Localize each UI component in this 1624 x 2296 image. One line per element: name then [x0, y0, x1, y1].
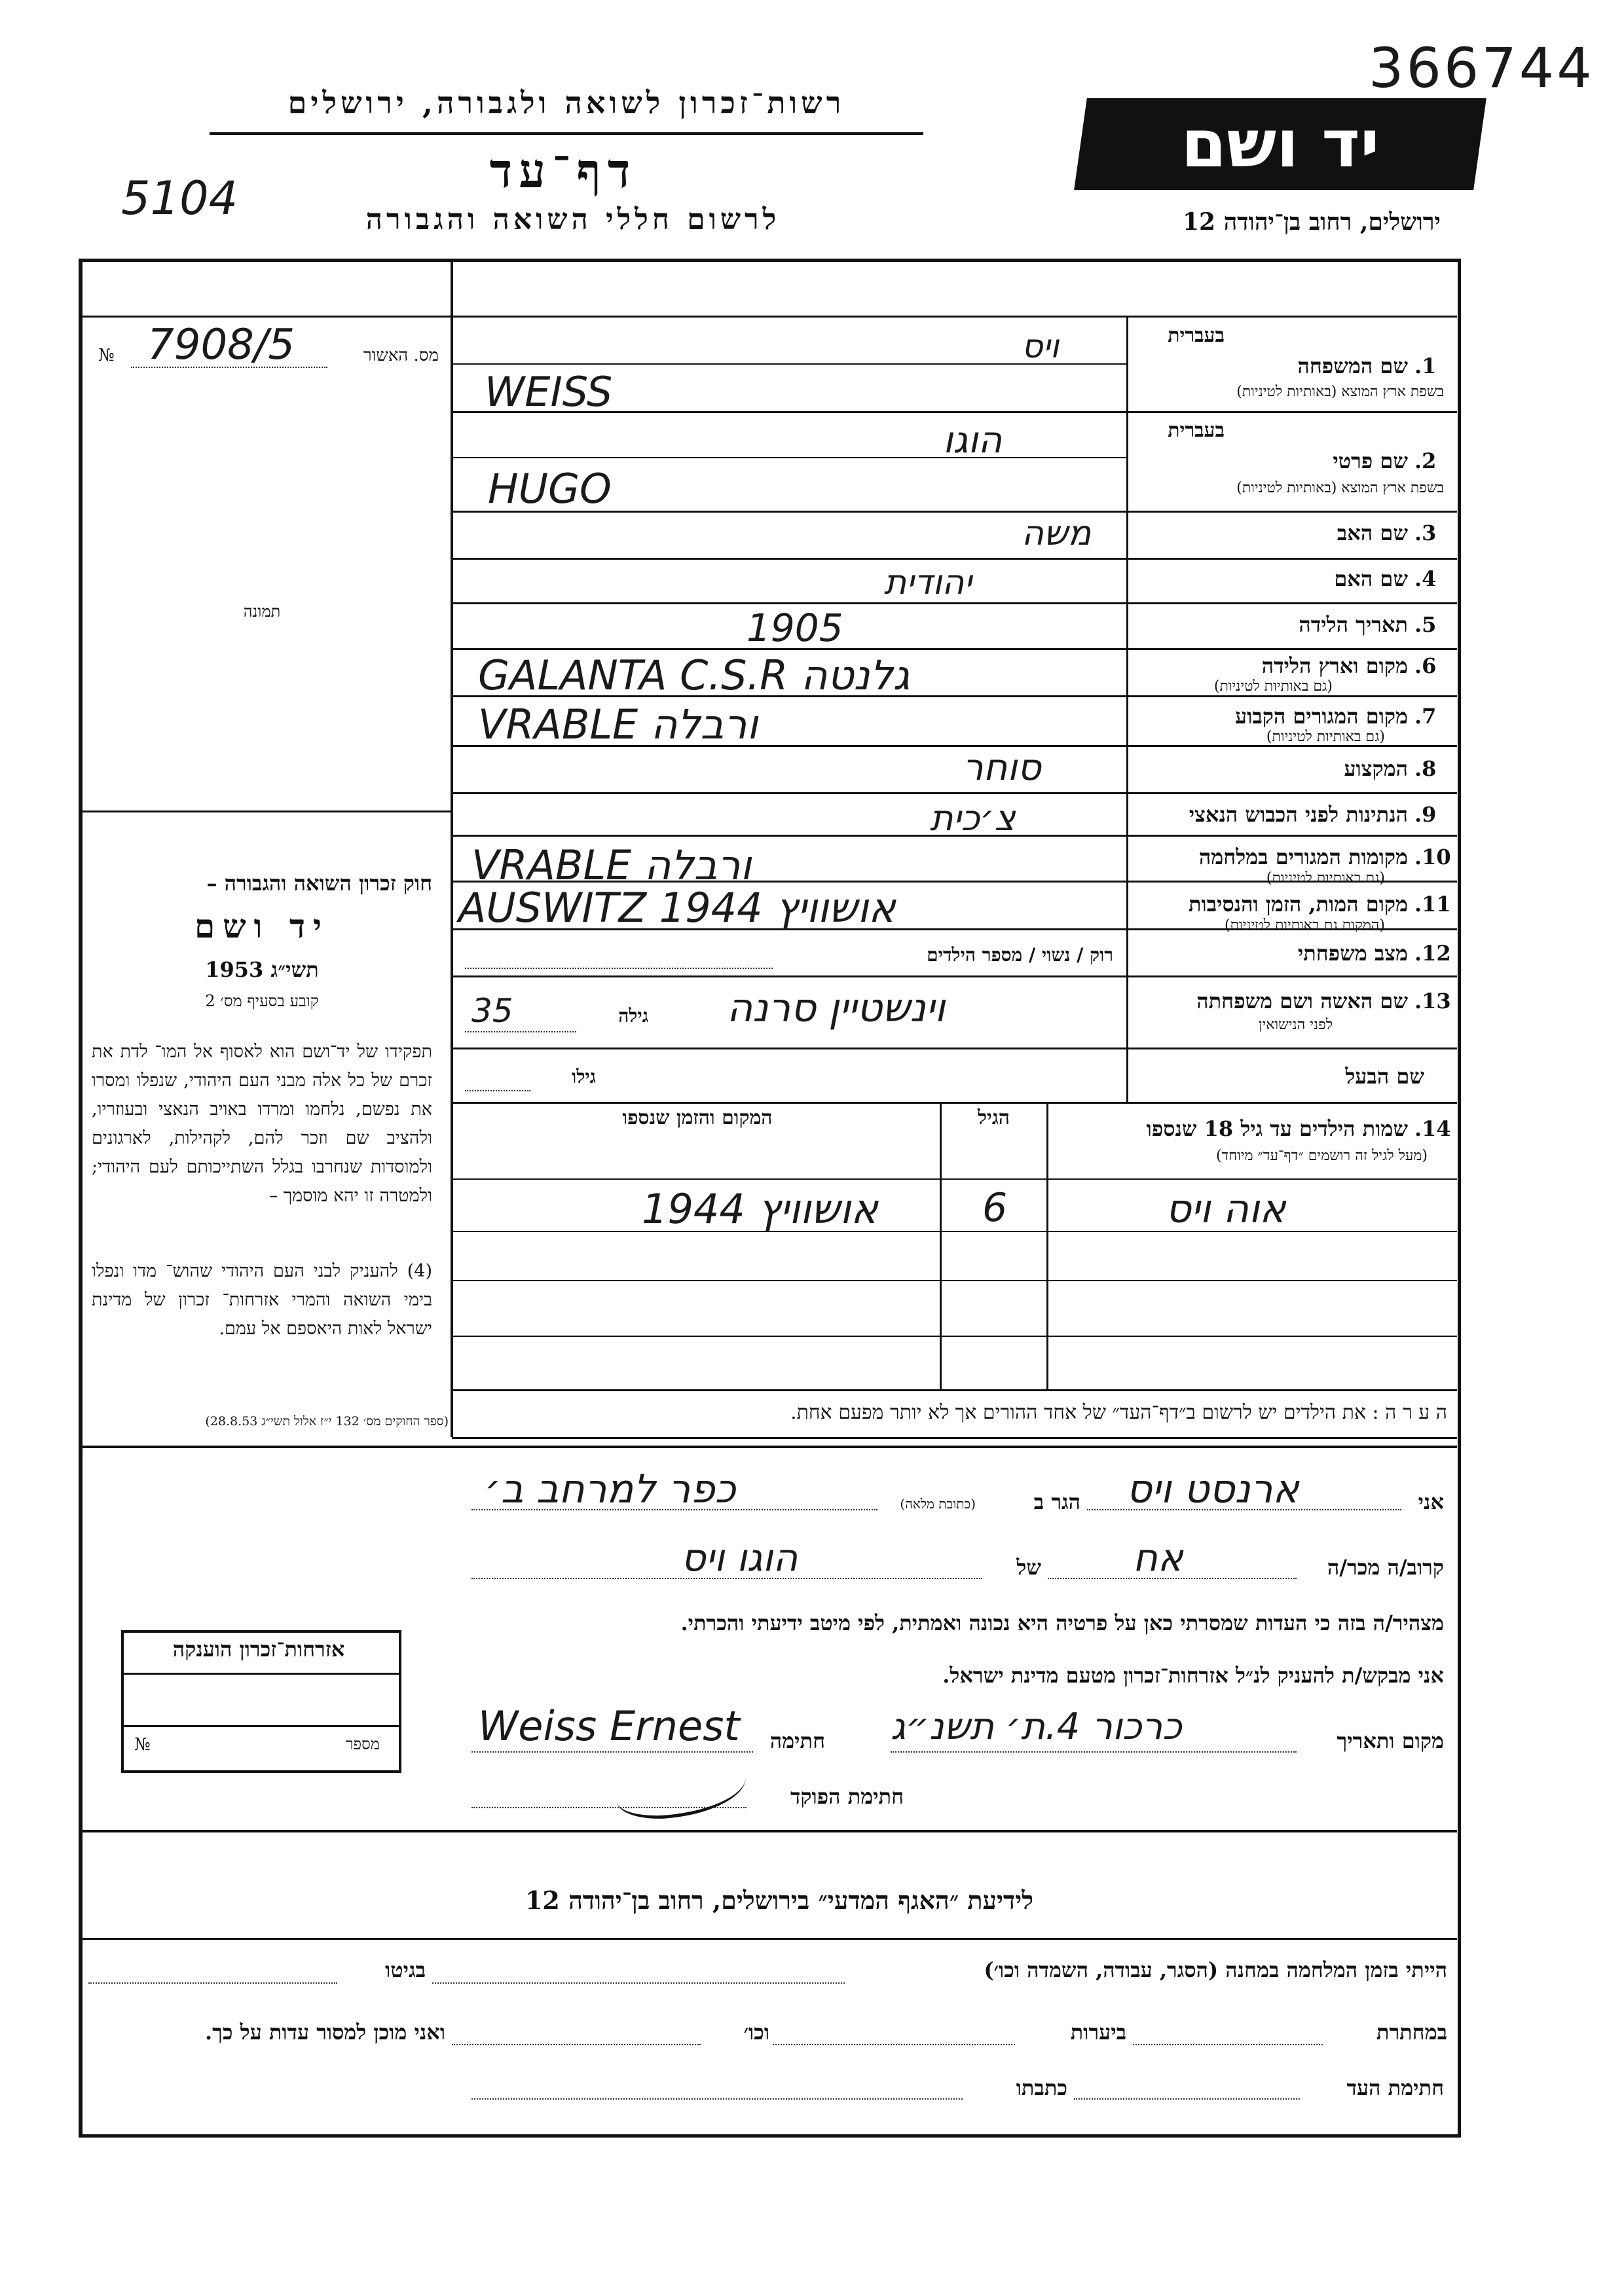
field-1-label: שם המשפחה [1297, 354, 1408, 378]
frame-top-rule [79, 316, 1457, 318]
of-label: של [1016, 1555, 1041, 1580]
footer-address-dots [471, 2098, 963, 2100]
field-14-label: שמות הילדים עד גיל 18 שנספו [1146, 1116, 1408, 1141]
row-line [452, 975, 1457, 977]
footer-address-label: כתבתו [1016, 2075, 1067, 2100]
field-1-number: 1. [1414, 354, 1437, 378]
field-12-dotted-line [465, 968, 773, 969]
row-line [452, 1102, 1457, 1104]
children-row-line [452, 1231, 1457, 1232]
field-10-number: 10. [1414, 845, 1451, 869]
field-4-value[interactable]: יהודית [884, 563, 972, 602]
relation-line [1048, 1578, 1297, 1579]
field-9-label: הנתינות לפני הכבוש הנאצי [1189, 802, 1408, 827]
footer-camp-line: הייתי בזמן המלחמה במחנה (הסגר, עבודה, השמדה וכו׳) [984, 1958, 1447, 1982]
clerk-signature-label: חתימת הפוקד [790, 1784, 904, 1809]
field-6-number: 6. [1414, 653, 1437, 678]
field-2-hebrew-tag: בעברית [1168, 419, 1225, 442]
authority-underline [210, 132, 923, 135]
field-8-label: המקצוע [1344, 756, 1408, 781]
field-14-sub: (מעל לגיל זה רושמים ״דף־עד״ מיוחד) [1215, 1148, 1428, 1164]
field-3-number: 3. [1414, 520, 1437, 545]
field-5-label: תאריך הלידה [1299, 612, 1408, 637]
field-3-label: שם האב [1337, 520, 1408, 545]
field-6-sub: (גם באותיות לטיניות) [1213, 678, 1333, 695]
col-age-header: הגיל [977, 1106, 1010, 1129]
logo-text: יד ושם [1181, 105, 1380, 182]
field-1-hebrew-value[interactable]: ויס [1022, 327, 1060, 365]
law-name: יד ושם [194, 907, 329, 945]
photo-label: תמונה [243, 602, 281, 621]
children-row-line [452, 1178, 1457, 1180]
footer-underground: במחתרת [1376, 2020, 1447, 2045]
citizenship-number-label: מספר [345, 1735, 380, 1753]
field-4-label: שם האם [1334, 566, 1408, 591]
field-1-latin-tag: בשפת ארץ המוצא (באותיות לטיניות) [1236, 384, 1444, 400]
field-14-number: 14. [1414, 1116, 1451, 1141]
field-12-options: רוק / נשוי / מספר הילדים [927, 944, 1113, 966]
field-2-hebrew-value[interactable]: הוגו [943, 419, 1003, 462]
place-date-line [891, 1751, 1297, 1753]
request-text: אני מבקש/ת להעניק לנ״ל אזרחות־זכרון מטעם מדינת ישראל. [942, 1663, 1444, 1688]
row-line [452, 1048, 1457, 1049]
declarant-ani: אני [1418, 1489, 1444, 1514]
citizenship-box-title: אזרחות־זכרון הוענקה [172, 1637, 345, 1662]
children-table-bottom [452, 1389, 1457, 1391]
footer-forests-dots [773, 2044, 1015, 2045]
row-line [452, 558, 1457, 560]
declarant-name-line [1087, 1509, 1401, 1510]
husband-label: שם הבעל [1345, 1064, 1424, 1089]
row-line [452, 792, 1457, 794]
footer-rule [79, 1938, 1457, 1940]
footer-ready: ואני מוכן למסור עדות על כך. [204, 2020, 445, 2045]
place-date-value[interactable]: כרכור 4.ת׳ תשנ״ג [891, 1705, 1182, 1748]
declarant-name[interactable]: ארנסט ויס [1126, 1467, 1299, 1512]
relation-value[interactable]: אח [1133, 1535, 1183, 1580]
law-citation: (ספר החוקים מס׳ 132 י״ז אלול תשי״ג 28.8.53) [205, 1414, 449, 1429]
yad-vashem-logo [1074, 98, 1486, 190]
wife-age-label: גילה [618, 1005, 648, 1027]
citizenship-box-rule [121, 1673, 399, 1675]
field-7-sub: (גם באותיות לטיניות) [1266, 729, 1385, 745]
approval-no-sign: № [98, 346, 115, 365]
footer-ghetto: בגיטו [385, 1958, 426, 1982]
child-1-place[interactable]: אושוויץ 1944 [642, 1185, 878, 1233]
field-9-number: 9. [1414, 802, 1437, 827]
wife-age-dotted-line [465, 1031, 576, 1032]
of-value[interactable]: הוגו ויס [681, 1535, 798, 1580]
address-hint: (כתובת מלאה) [900, 1496, 976, 1512]
field-12-number: 12. [1414, 941, 1451, 966]
row-line [452, 648, 1457, 650]
law-body: תפקידו של יד־ושם הוא לאסוף אל המו־ לדת את זכרם של כל אלה מבני העם היהודי, שנפלו ומסרו את נפשם, נלחמו ומרדו באויב הנאצי ובעוזריו, ולהציב שם וזכר להם, לקהילות, לארגונים ולמוסדות שנחרבו בגלל השתייכותם לעם היהודי; ולמטרה זו יהא מוסמך – [92, 1042, 432, 1206]
law-clause: קובע בסעיף מס׳ 2 [205, 992, 319, 1010]
law-item-4: (4) להעניק לבני העם היהודי שהוש־ מדו ונפלו בימי השואה והמרי אזרחות־ זכרון של מדינת ישראל לאות היאספם אל עמם. [92, 1261, 432, 1339]
field-7-label: מקום המגורים הקבוע [1235, 704, 1408, 729]
footer-ghetto-dots [88, 1982, 337, 1984]
institute-address: ירושלים, רחוב בן־יהודה 12 [1182, 208, 1441, 236]
authority-name: רשות־זכרון לשואה ולגבורה, ירושלים [287, 85, 845, 120]
child-1-name[interactable]: אוה ויס [1166, 1186, 1286, 1232]
field-10-value[interactable]: VRABLE ורבלה [471, 841, 752, 889]
col-place-header: המקום והזמן שנספו [622, 1106, 773, 1129]
field-2-number: 2. [1414, 448, 1437, 473]
law-title: חוק זכרון השואה והגבורה – [206, 871, 432, 896]
field-8-number: 8. [1414, 756, 1437, 781]
row-line [452, 602, 1457, 604]
declarant-address[interactable]: כפר למרחב ב׳ [485, 1467, 736, 1512]
footer-heading: לידיעת ״האגף המדעי״ בירושלים, רחוב בן־יהודה 12 [525, 1886, 1034, 1915]
of-line [471, 1578, 982, 1579]
field-7-number: 7. [1414, 704, 1437, 729]
field-2-label: שם פרטי [1333, 448, 1408, 473]
approval-dotted-line [131, 367, 327, 368]
field-11-value[interactable]: AUSWITZ 1944 אושוויץ [458, 884, 896, 932]
children-note: ה ע ר ה : את הילדים יש לרשום ב״דף־העד״ של אחד ההורים אך לא יותר מפעם אחת. [790, 1401, 1447, 1424]
field-13-label: שם האשה ושם משפחתה [1196, 989, 1408, 1013]
wife-age-value[interactable]: 35 [471, 992, 513, 1030]
husband-age-label: גילו [572, 1066, 596, 1087]
residing-label: הגר ב [1033, 1489, 1080, 1514]
footer-forests: ביערות [1070, 2020, 1126, 2045]
field-1-latin-value[interactable]: WEISS [485, 368, 613, 416]
field-5-number: 5. [1414, 612, 1437, 637]
field-3-value[interactable]: משה [1022, 514, 1092, 553]
law-year: תשי״ג 1953 [205, 957, 319, 982]
field-2-latin-value[interactable]: HUGO [488, 465, 612, 513]
place-date-label: מקום ותאריך [1337, 1728, 1444, 1753]
field-8-value[interactable]: סוחר [963, 746, 1041, 789]
field-7-value[interactable]: VRABLE ורבלה [478, 701, 758, 748]
footer-etc-dots [452, 2044, 701, 2045]
husband-age-dotted-line [465, 1090, 530, 1091]
address-line [471, 1509, 877, 1510]
field-13-number: 13. [1414, 989, 1451, 1013]
signature-label: חתימה [769, 1728, 825, 1753]
signature-line [471, 1751, 753, 1753]
relation-label: קרוב/ה מכר/ה [1327, 1555, 1444, 1580]
children-row-line [452, 1280, 1457, 1281]
field-6-value[interactable]: GALANTA C.S.R גלנטה [478, 651, 910, 699]
footer-etc: וכו׳ [743, 2020, 769, 2045]
field-11-label: מקום המות, הזמן והנסיבות [1188, 892, 1408, 917]
children-row-line [452, 1336, 1457, 1337]
declarant-signature[interactable]: Weiss Ernest [478, 1702, 740, 1750]
form-title: דף־עד [489, 143, 637, 198]
footer-top-rule [79, 1830, 1457, 1832]
field-5-value[interactable]: 1905 [747, 606, 843, 650]
field-11-number: 11. [1414, 892, 1451, 917]
file-reference: 5104 [121, 172, 238, 225]
footer-underground-dots [1133, 2044, 1323, 2045]
field-13-value[interactable]: וינשטיין סרנה [727, 985, 946, 1031]
approval-number: 7908/5 [147, 321, 295, 369]
photo-box-bottom [79, 811, 452, 812]
field-10-sub: (גם באותיות לטיניות) [1266, 870, 1385, 886]
field-13-sub: לפני הנישואין [1258, 1017, 1333, 1033]
row-line [452, 457, 1126, 458]
field-4-number: 4. [1414, 566, 1437, 591]
note-top-rule [452, 1437, 1457, 1439]
field-2-latin-tag: בשפת ארץ המוצא (באותיות לטיניות) [1236, 480, 1444, 496]
footer-witness-dots [1074, 2098, 1300, 2100]
field-10-label: מקומות המגורים במלחמה [1198, 845, 1408, 869]
declaration-text: מצהיר/ה בזה כי העדות שמסרתי כאן על פרטיה היא נכונה ואמתית, לפי מיטב ידיעתי והכרתי. [680, 1611, 1444, 1635]
children-col-divider [940, 1102, 942, 1390]
citizenship-no-sign: № [134, 1735, 151, 1755]
label-column-divider [1126, 318, 1128, 1102]
field-12-label: מצב משפחתי [1297, 941, 1408, 966]
field-9-value[interactable]: צ׳כית [930, 797, 1016, 839]
form-subtitle: לרשום חללי השואה והגבורה [365, 203, 781, 236]
field-1-hebrew-tag: בעברית [1168, 324, 1225, 347]
left-column-divider [451, 262, 453, 1437]
approval-label: מס. האשור [363, 346, 439, 365]
footer-camp-dots [432, 1982, 845, 1984]
note-bottom-rule [79, 1446, 1457, 1448]
field-11-sub: (המקום גם באותיות לטיניות) [1225, 917, 1385, 934]
field-6-label: מקום וארץ הלידה [1261, 653, 1408, 678]
citizenship-box-rule [121, 1725, 399, 1727]
children-col-divider [1046, 1102, 1048, 1390]
footer-witness-signature: חתימת העד [1346, 2075, 1444, 2100]
archive-number: 366744 [1369, 36, 1595, 100]
child-1-age[interactable]: 6 [982, 1185, 1008, 1231]
